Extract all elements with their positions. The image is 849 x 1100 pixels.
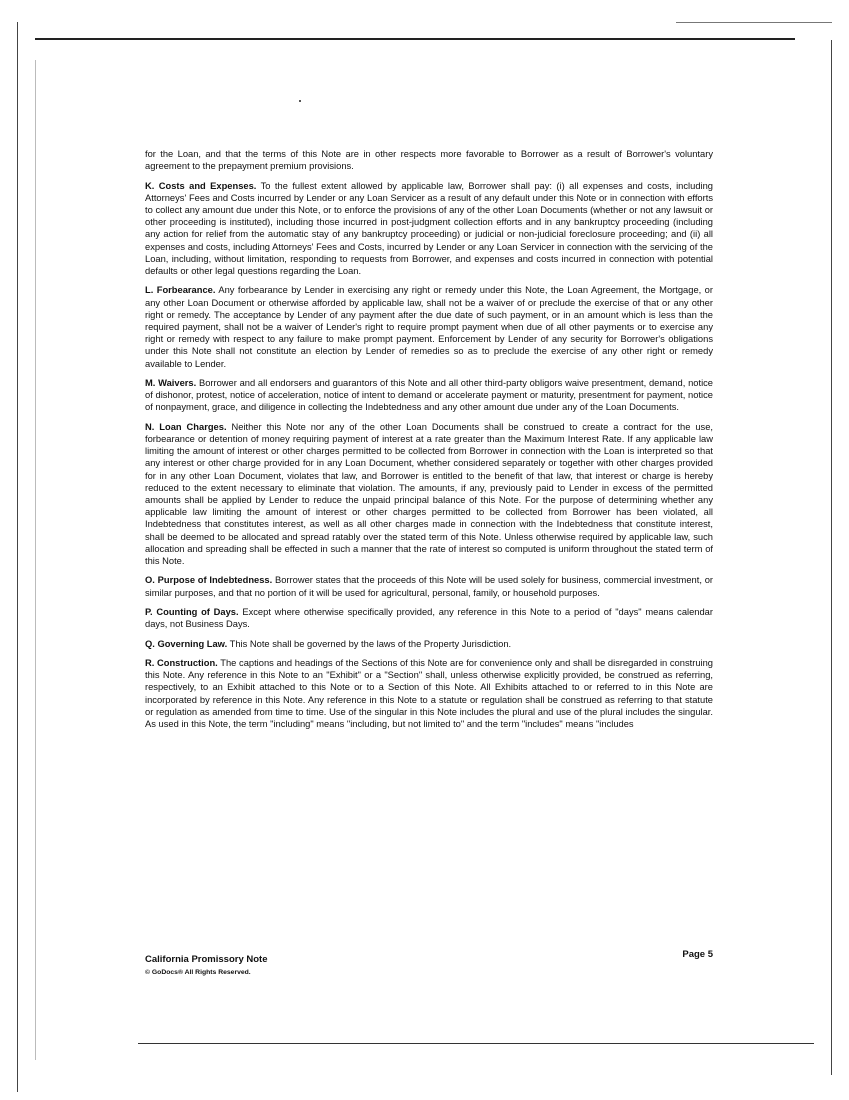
paragraph-heading: P. Counting of Days. bbox=[145, 607, 239, 618]
paragraph-heading: K. Costs and Expenses. bbox=[145, 180, 257, 191]
paragraph-heading: O. Purpose of Indebtedness. bbox=[145, 575, 273, 586]
paragraph-continuation bbox=[145, 148, 713, 172]
paragraph-heading: L. Forbearance. bbox=[145, 285, 216, 296]
paragraph-text: Any forbearance by Lender in exercising any right or remedy under this Note, the Loan Agreement, the Mortgage, or any other Loan Document or otherwise afforded by applicable law, shall not be a waiver of or preclude the exercise of that or any other right or remedy. The acceptance by Lender of any payment after the due date of such payment, or in an amount which is less than the required payment, shall not be a waiver of Lender's right to require prompt payment when due of all other payments or to exercise any right or remedy with respect to any failure to make prompt payment. Enforcement by Lender of any security for Borrower's obligations under this Note shall not constitute an election by Lender of remedies so as to preclude the exercise of any other right or remedy available to Lender. bbox=[145, 285, 713, 369]
paragraph-text: Borrower and all endorsers and guarantors of this Note and all other third-party obligors waive presentment, demand, notice of dishonor, protest, notice of acceleration, notice of intent to demand or accelerate payment or maturity, presentment for payment, notice of nonpayment, grace, and diligence in collecting the Indebtedness and any other amount due under any of the Loan Documents. bbox=[145, 378, 714, 413]
paragraph-counting-of-days bbox=[145, 606, 713, 630]
paragraph-purpose-of-indebtedness bbox=[145, 574, 713, 598]
page-bottom-rule bbox=[138, 1043, 814, 1044]
scan-speck bbox=[299, 100, 301, 102]
paragraph-heading: N. Loan Charges. bbox=[145, 421, 227, 432]
document-body bbox=[145, 148, 713, 737]
footer-page-number: Page 5 bbox=[682, 949, 713, 960]
footer-document-title: California Promissory Note bbox=[145, 954, 268, 965]
paragraph-waivers bbox=[145, 377, 713, 414]
paragraph-text: Neither this Note nor any of the other Loan Documents shall be construed to create a contract for the use, forbearance or detention of money requiring payment of interest at a rate greater than the Maximum Interest Rate. If any applicable law limiting the amount of interest or other charges permitted to be collected from Borrower in connection with the Loan is interpreted so that any interest or other charge provided for in any Loan Document, whether considered separately or together with other charges provided for in any other Loan Document, violates that law, and Borrower is entitled to the benefit of that law, that interest or charge is hereby reduced to the extent necessary to eliminate that violation. The amounts, if any, previously paid to Lender in excess of the permitted amounts shall be applied by Lender to reduce the unpaid principal balance of this Note. For the purpose of determining whether any applicable law limiting the amount of interest or other charges permitted to be collected from Borrower has been violated, all Indebtedness that constitutes interest, as well as all other charges made in connection with the Indebtedness that constitute interest, shall be deemed to be allocated and spread ratably over the stated term of this Note. Unless otherwise required by applicable law, such allocation and spreading shall be effected in such a manner that the rate of interest so computed is uniform throughout the stated term of this Note. bbox=[145, 421, 713, 567]
paragraph-text: Borrower states that the proceeds of this Note will be used solely for business, commercial investment, or similar purposes, and that no portion of it will be used for agricultural, personal, family, or household purposes. bbox=[145, 575, 713, 598]
paragraph-forbearance bbox=[145, 284, 713, 369]
footer-copyright: © GoDocs® All Rights Reserved. bbox=[145, 969, 251, 976]
paragraph-governing-law bbox=[145, 638, 713, 650]
paragraph-construction bbox=[145, 657, 713, 730]
page-top-faint-rule bbox=[676, 22, 832, 23]
paragraph-costs-and-expenses bbox=[145, 180, 713, 278]
paragraph-heading: R. Construction. bbox=[145, 658, 218, 669]
paragraph-text: Except where otherwise specifically provided, any reference in this Note to a period of "days" means calendar days, not Business Days. bbox=[145, 607, 713, 630]
page-right-edge bbox=[831, 40, 832, 1075]
paragraph-heading: Q. Governing Law. bbox=[145, 638, 228, 649]
page-top-rule bbox=[35, 38, 795, 40]
paragraph-text: To the fullest extent allowed by applicable law, Borrower shall pay: (i) all expenses and costs, including Attorneys' Fees and Costs incurred by Lender or any Loan Servicer as a result of any default under this Note or in connection with efforts to collect any amount due under this Note, or to enforce the provisions of any of the other Loan Documents (whether or not any lawsuit or other proceeding is instituted), including those incurred in post-judgment collection efforts and in any bankruptcy proceeding (including any action for relief from the automatic stay of any bankruptcy proceeding) or judicial or non-judicial foreclosure proceeding; and (ii) all expenses and costs, including Attorneys' Fees and Costs, incurred by Lender or any Loan Servicer in connection with the servicing of the Loan, including, without limitation, responding to requests from Borrower, and expenses and costs incurred in connection with potential defaults or other legal questions regarding the Loan. bbox=[145, 180, 713, 277]
paragraph-text: for the Loan, and that the terms of this Note are in other respects more favorable to Borrower as a result of Borrower's voluntary agreement to the prepayment premium provisions. bbox=[145, 149, 713, 172]
page-left-edge bbox=[17, 22, 18, 1092]
page-left-faint-edge bbox=[35, 60, 36, 1060]
page-footer bbox=[145, 949, 713, 976]
paragraph-text: The captions and headings of the Sections of this Note are for convenience only and shall be disregarded in construing this Note. Any reference in this Note to an "Exhibit" or a "Section" shall, unless otherwise explicitly provided, be construed as referring, respectively, to an Exhibit attached to this Note or to a Section of this Note. All Exhibits attached to or referred to in this Note are incorporated by reference in this Note. Any reference in this Note to a statute or regulation shall be construed as referring to that statute or regulation as amended from time to time. Use of the singular in this Note includes the plural and use of the plural includes the singular. As used in this Note, the term "including" means "including, but not limited to" and the term "includes" means "includes bbox=[145, 658, 713, 730]
paragraph-heading: M. Waivers. bbox=[145, 378, 197, 389]
paragraph-text: This Note shall be governed by the laws of the Property Jurisdiction. bbox=[227, 638, 512, 649]
paragraph-loan-charges bbox=[145, 421, 713, 567]
